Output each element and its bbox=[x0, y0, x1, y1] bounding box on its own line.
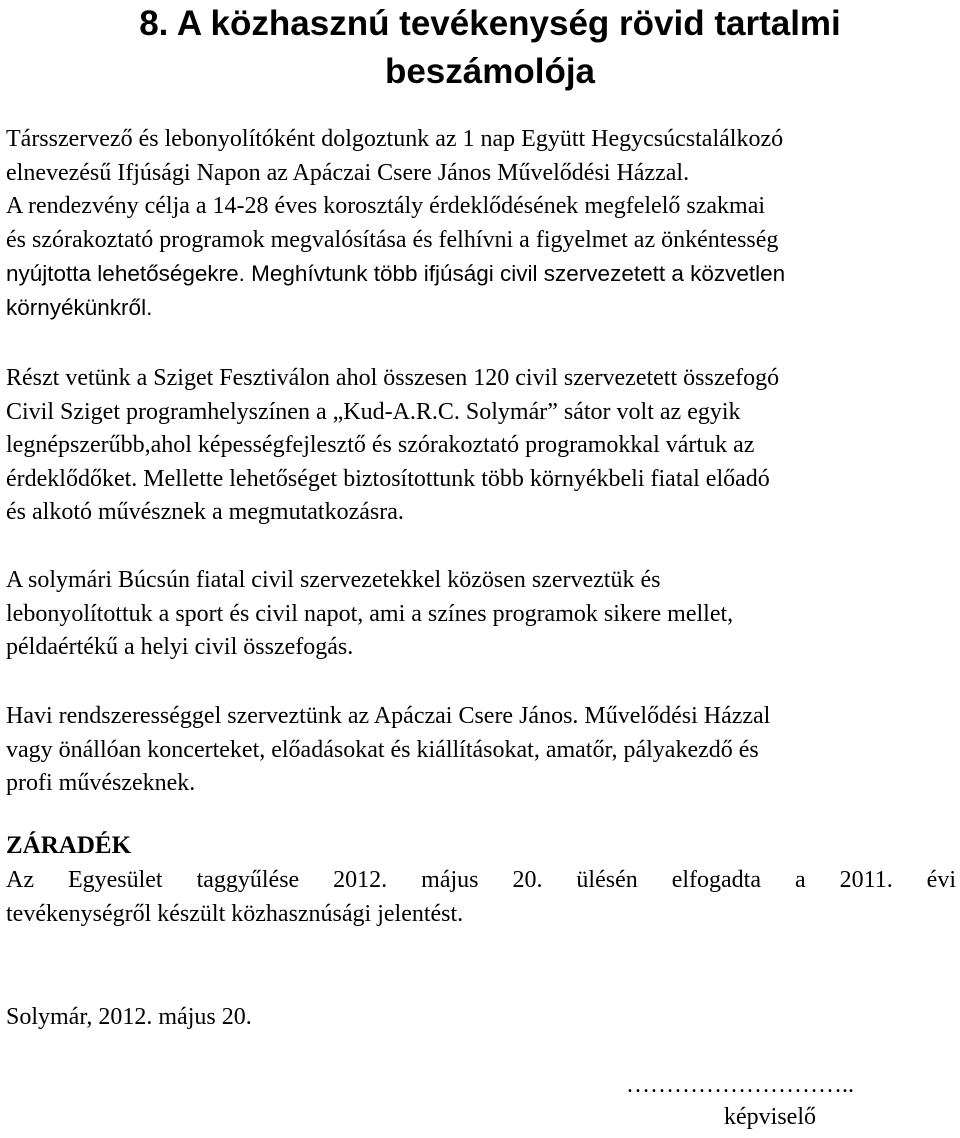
signature-role: képviselő bbox=[724, 1104, 816, 1130]
paragraph-line: elnevezésű Ifjúsági Napon az Apáczai Csere János Művelődési Házzal. bbox=[6, 159, 690, 186]
section-heading-line-1: 8. A közhasznú tevékenység rövid tartalmi bbox=[139, 4, 841, 43]
paragraph-line: legnépszerűbb,ahol képességfejlesztő és szórakoztató programokkal vártuk az bbox=[6, 432, 755, 458]
paragraph-line: érdeklődőket. Mellette lehetőséget biztosítottunk több környékbeli fiatal előadó bbox=[6, 465, 770, 492]
closing-line-2: tevékenységről készült közhasznúsági jelentést. bbox=[6, 900, 464, 927]
section-heading bbox=[80, 0, 900, 96]
paragraph-line: nyújtotta lehetőségekre. Meghívtunk több ifjúsági civil szervezetett a közvetlen bbox=[6, 261, 786, 286]
paragraph-line: lebonyolítottuk a sport és civil napot, ami a színes programok sikere mellet, bbox=[6, 600, 734, 627]
paragraph-line: Társszervező és lebonyolítóként dolgoztunk az 1 nap Együtt Hegycsúcstalálkozó bbox=[6, 126, 784, 152]
closing-line-1: Az Egyesület taggyűlése 2012. május 20. ülésén elfogadta a 2011. évi bbox=[6, 867, 956, 893]
paragraph-line: profi művészeknek. bbox=[6, 770, 196, 796]
paragraph-line: környékünkről. bbox=[6, 294, 153, 320]
paragraph-line: példaértékű a helyi civil összefogás. bbox=[6, 634, 354, 660]
signature-line: ……………………….. bbox=[626, 1072, 854, 1098]
paragraph-line: vagy önállóan koncerteket, előadásokat és kiállításokat, amatőr, pályakezdő és bbox=[6, 736, 759, 763]
section-heading-line-2: beszámolója bbox=[384, 52, 596, 91]
paragraph-line: Havi rendszerességgel szerveztünk az Apáczai Csere János. Művelődési Házzal bbox=[6, 703, 771, 729]
paragraph-line: és szórakoztató programok megvalósítása és felhívni a figyelmet az önkéntesség bbox=[6, 226, 779, 253]
paragraph-line: és alkotó művésznek a megmutatkozásra. bbox=[6, 499, 404, 525]
paragraph-youth-day bbox=[6, 123, 956, 324]
closing-statement bbox=[6, 864, 956, 931]
paragraph-line: Részt vetünk a Sziget Fesztiválon ahol összesen 120 civil szervezetett összefogó bbox=[6, 365, 780, 391]
paragraph-line: A rendezvény célja a 14-28 éves korosztály érdeklődésének megfelelő szakmai bbox=[6, 193, 766, 219]
paragraph-bucsu bbox=[6, 564, 956, 665]
closing-title: ZÁRADÉK bbox=[6, 832, 132, 859]
paragraph-sziget-festival bbox=[6, 362, 956, 530]
paragraph-line: Civil Sziget programhelyszínen a „Kud-A.R.C. Solymár” sátor volt az egyik bbox=[6, 398, 741, 425]
place-date-text: Solymár, 2012. május 20. bbox=[6, 1004, 252, 1030]
paragraph-line: A solymári Búcsún fiatal civil szervezetekkel közösen szerveztük és bbox=[6, 567, 661, 593]
place-date bbox=[6, 1001, 956, 1035]
paragraph-monthly-events bbox=[6, 700, 956, 801]
